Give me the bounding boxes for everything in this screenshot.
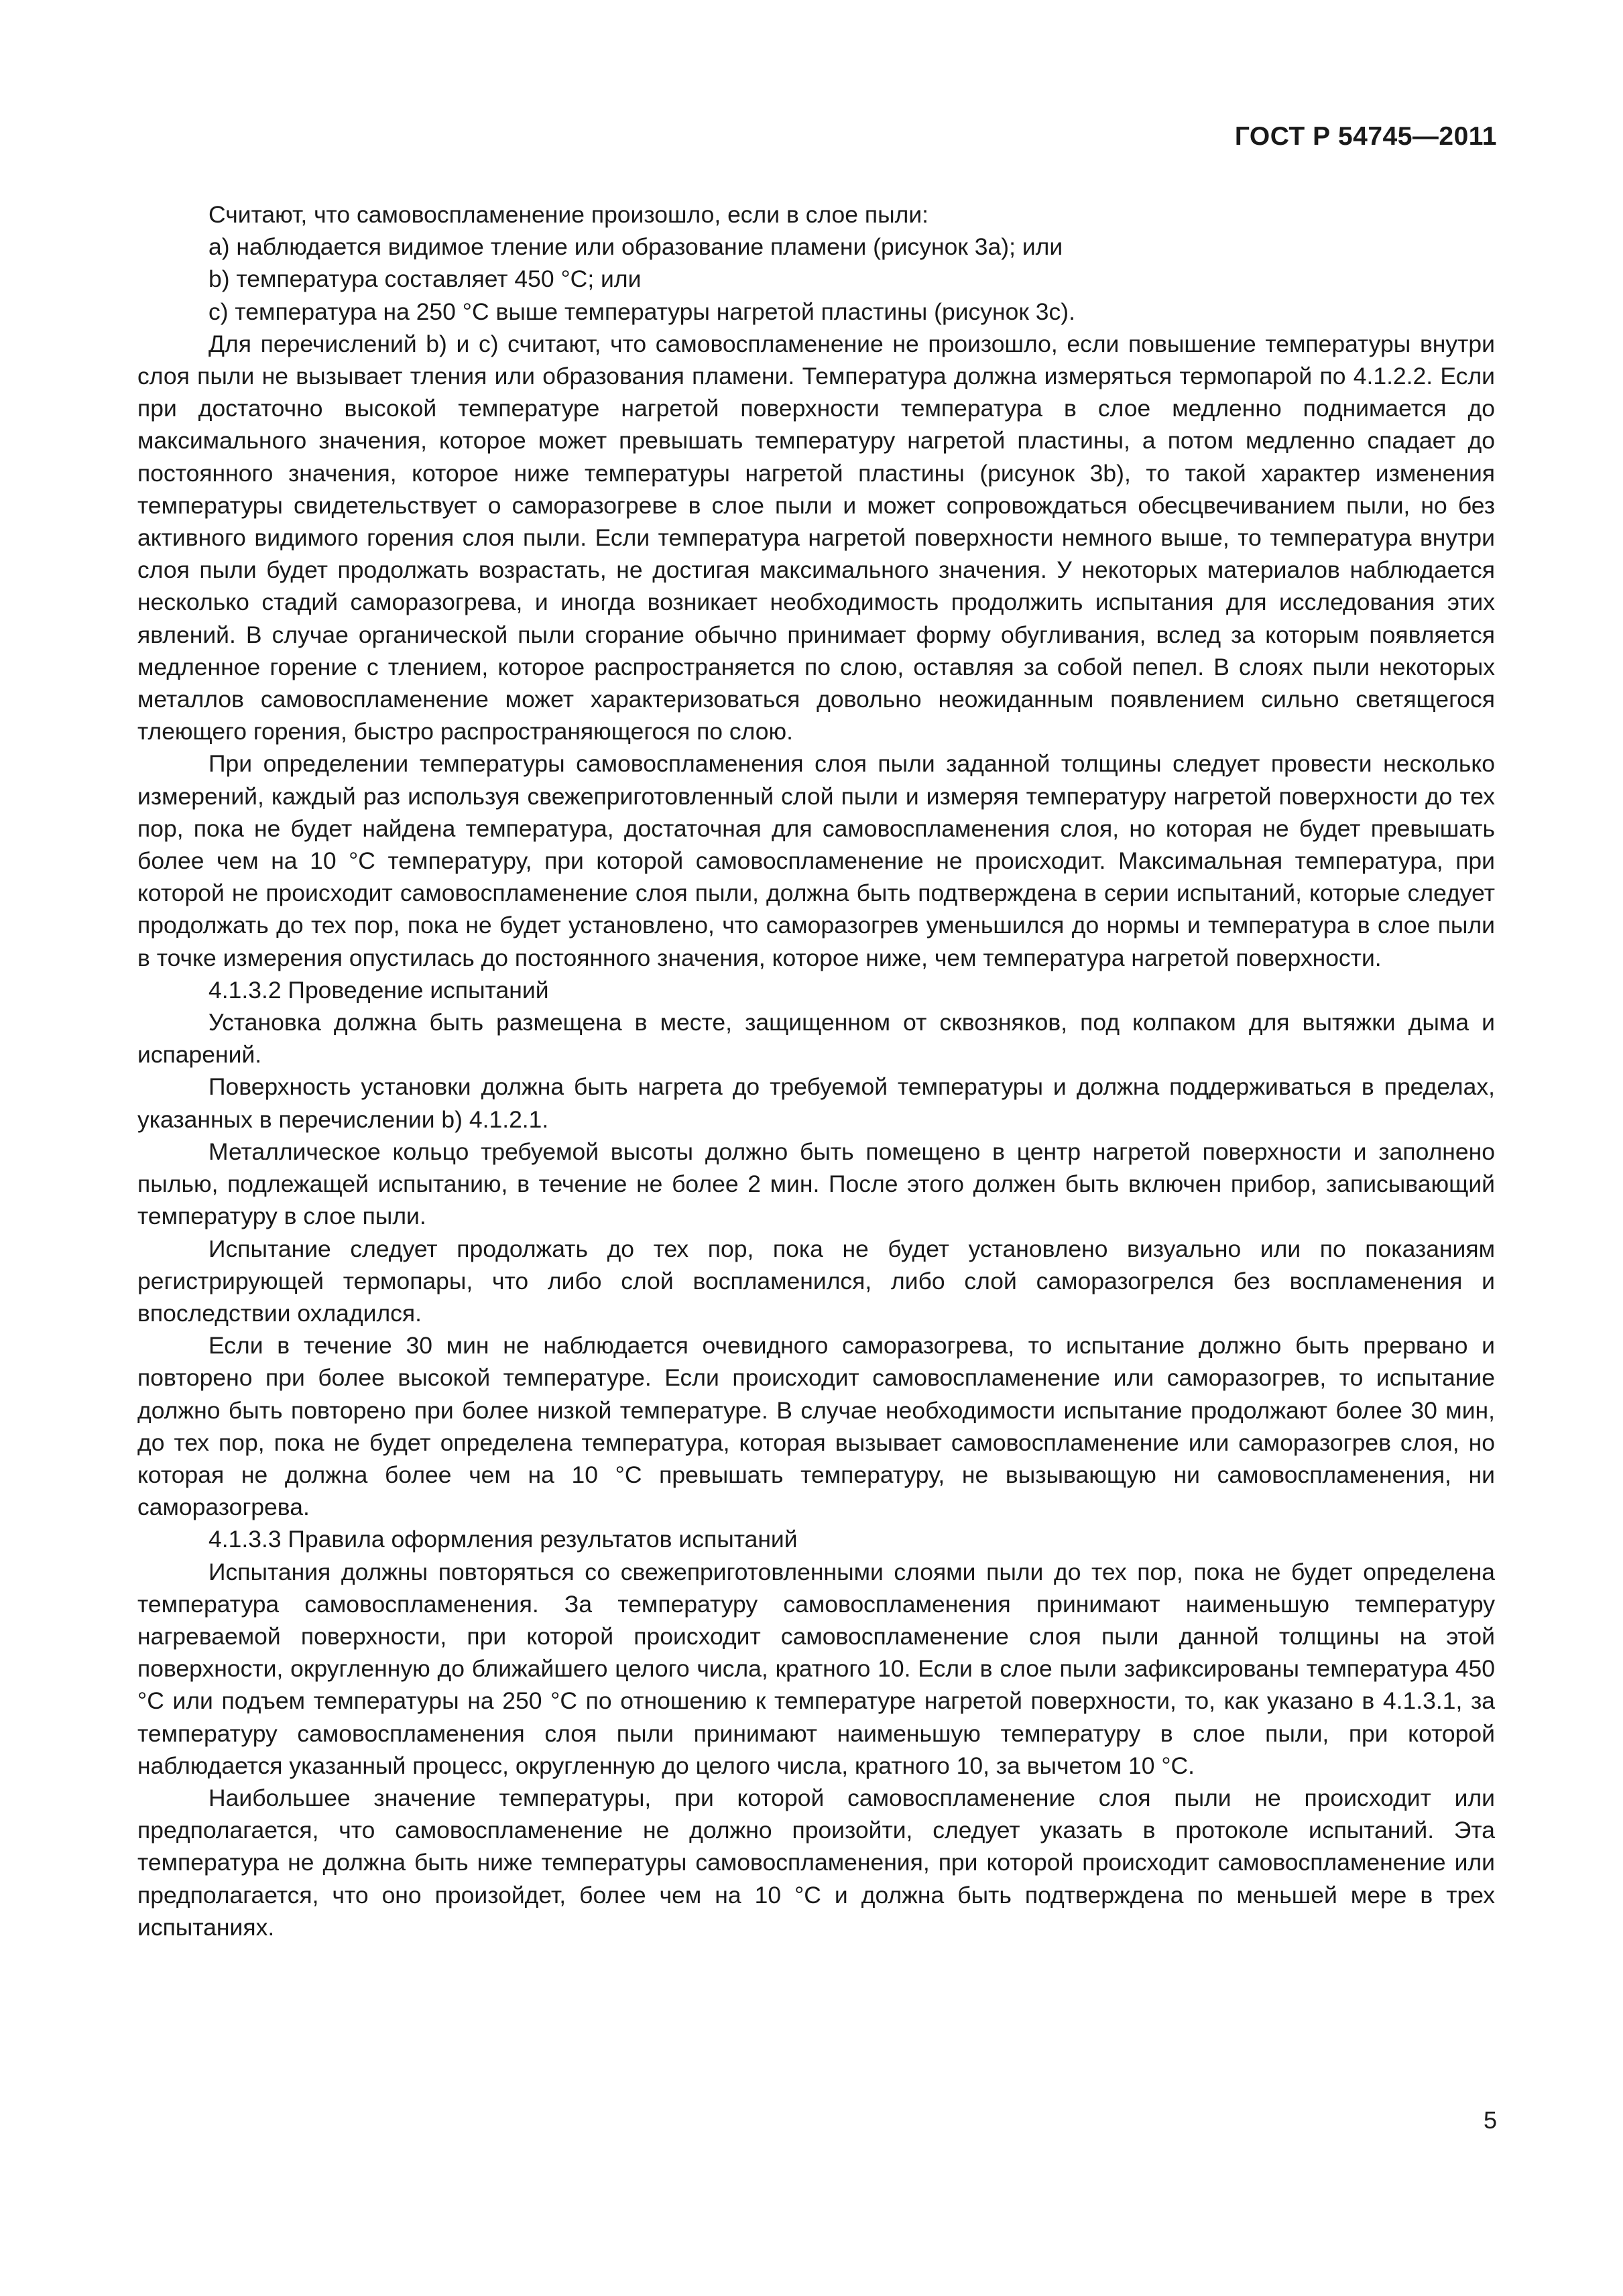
section-heading-4-1-3-2: 4.1.3.2 Проведение испытаний (208, 976, 549, 1004)
paragraph-intro: Считают, что самовоспламенение произошло, если в слое пыли: (208, 201, 929, 228)
list-item-b: b) температура составляет 450 °С; или (208, 265, 642, 293)
paragraph: Испытание следует продолжать до тех пор, пока не будет установлено визуально или по показаниям регистрирующей термопары, что либо слой воспламенился, либо слой саморазогрелся без воспламенения и впоследствии охладился. (137, 1235, 1495, 1327)
paragraph: Для перечислений b) и c) считают, что самовоспламенение не произошло, если повышение температуры внутри слоя пыли не вызывает тления или образования пламени. Температура должна измеряться термопарой по 4.1.2.2. Если при достаточно высокой температуре нагретой поверхности температура в слое медленно поднимается до максимального значения, которое может превышать температуру нагретой пластины, а потом медленно спадает до постоянного значения, которое ниже температуры нагретой пластины (рисунок 3b), то такой характер изменения температуры свидетельствует о саморазогреве в слое пыли и может сопровождаться обесцвечиванием пыли, но без активного видимого горения слоя пыли. Если температура нагретой поверхности немного выше, то температура внутри слоя пыли будет продолжать возрастать, не достигая максимального значения. У некоторых материалов наблюдается несколько стадий саморазогрева, и иногда возникает необходимость продолжить испытания для исследования этих явлений. В случае органической пыли сгорание обычно принимает форму обугливания, вслед за которым появляется медленное горение с тлением, которое распространяется по слою, оставляя за собой пепел. В слоях пыли некоторых металлов самовоспламенение может характеризоваться довольно неожиданным появлением сильно светящегося тлеющего горения, быстро распространяющегося по слою. (137, 330, 1495, 745)
page-number: 5 (1483, 2106, 1497, 2134)
paragraph: Наибольшее значение температуры, при которой самовоспламенение слоя пыли не происходит или предполагается, что самовоспламенение не должно произойти, следует указать в протоколе испытаний. Эта температура не должна быть ниже температуры самовоспламенения, при которой происходит самовоспламенение или предполагается, что оно произойдет, более чем на 10 °С и должна быть подтверждена по меньшей мере в трех испытаниях. (137, 1784, 1495, 1941)
paragraph: Установка должна быть размещена в месте, защищенном от сквозняков, под колпаком для вытяжки дыма и испарений. (137, 1009, 1495, 1069)
paragraph: Поверхность установки должна быть нагрета до требуемой температуры и должна поддерживаться в пределах, указанных в перечислении b) 4.1.2.1. (137, 1073, 1495, 1133)
list-item-c: c) температура на 250 °С выше температуры нагретой пластины (рисунок 3c). (208, 298, 1075, 325)
standard-number-header: ГОСТ Р 54745—2011 (1234, 122, 1497, 151)
paragraph: Испытания должны повторяться со свежеприготовленными слоями пыли до тех пор, пока не будет определена температура самовоспламенения. За температуру самовоспламенения принимают наименьшую температуру нагреваемой поверхности, при которой происходит самовоспламенение слоя пыли данной толщины на этой поверхности, округленную до ближайшего целого числа, кратного 10. Если в слое пыли зафиксированы температура 450 °С или подъем температуры на 250 °С по отношению к температуре нагретой поверхности, то, как указано в 4.1.3.1, за температуру самовоспламенения слоя пыли принимают наименьшую температуру в слое пыли, при которой наблюдается указанный процесс, округленную до целого числа, кратного 10, за вычетом 10 °С. (137, 1558, 1495, 1779)
document-body (137, 198, 1495, 1943)
list-item-a: a) наблюдается видимое тление или образование пламени (рисунок 3a); или (208, 233, 1063, 261)
paragraph: Металлическое кольцо требуемой высоты должно быть помещено в центр нагретой поверхности и заполнено пылью, подлежащей испытанию, в течение не более 2 мин. После этого должен быть включен прибор, записывающий температуру в слое пыли. (137, 1138, 1495, 1230)
paragraph: При определении температуры самовоспламенения слоя пыли заданной толщины следует провести несколько измерений, каждый раз используя свежеприготовленный слой пыли и измеряя температуру нагретой поверхности до тех пор, пока не будет найдена температура, достаточная для самовоспламенения слоя, но которая не будет превышать более чем на 10 °С температуру, при которой самовоспламенение не происходит. Максимальная температура, при которой не происходит самовоспламенение слоя пыли, должна быть подтверждена в серии испытаний, которые следует продолжать до тех пор, пока не будет установлено, что саморазогрев уменьшился до нормы и температура в слое пыли в точке измерения опустилась до постоянного значения, которое ниже, чем температура нагретой поверхности. (137, 750, 1495, 971)
section-heading-4-1-3-3: 4.1.3.3 Правила оформления результатов испытаний (208, 1526, 798, 1553)
paragraph: Если в течение 30 мин не наблюдается очевидного саморазогрева, то испытание должно быть прервано и повторено при более высокой температуре. Если происходит самовоспламенение или саморазогрев, то испытание должно быть повторено при более низкой температуре. В случае необходимости испытание продолжают более 30 мин, до тех пор, пока не будет определена температура, которая вызывает самовоспламенение или саморазогрев слоя, но которая не должна более чем на 10 °С превышать температуру, не вызывающую ни самовоспламенения, ни саморазогрева. (137, 1332, 1495, 1521)
